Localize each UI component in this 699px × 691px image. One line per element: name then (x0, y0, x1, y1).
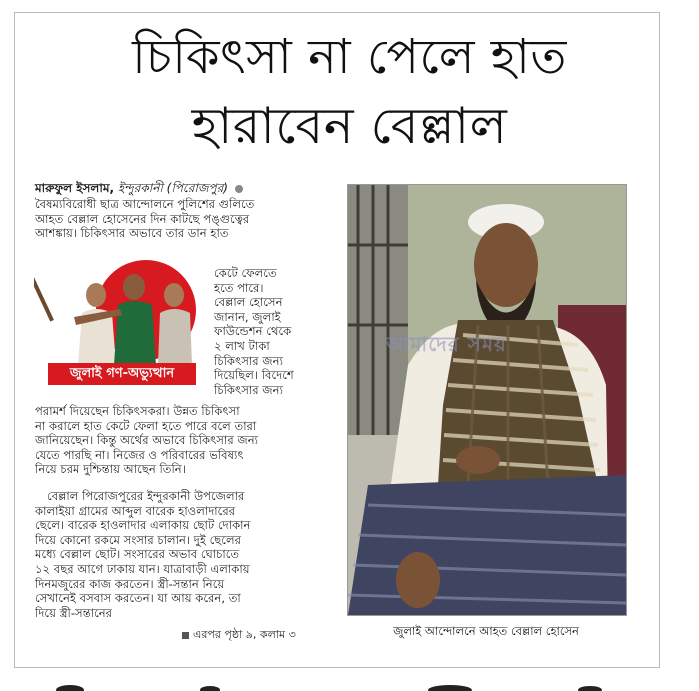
text-line: যেতে পারছি না। নিজের ও পরিবারের ভবিষ্যৎ (35, 447, 244, 462)
news-photo (347, 184, 627, 616)
text-line: চিকিৎসার জন্য (214, 353, 283, 368)
continued-note (182, 626, 296, 645)
body-paragraph-4 (35, 489, 335, 620)
text-line: বৈষম্যবিরোধী ছাত্র আন্দোলনে পুলিশের গুলিতে (35, 197, 255, 211)
text-line: সেখানেই বসবাস করতেন। যা আয় করেন, তা (35, 591, 241, 606)
byline (35, 181, 243, 195)
text-line: দিয়েছিল। বিদেশে (214, 368, 294, 383)
body-paragraph-3 (35, 404, 335, 477)
text-line: হতে পারে। (214, 280, 264, 295)
text-line: ফাউন্ডেশন থেকে (214, 324, 292, 339)
square-bullet-icon (182, 632, 189, 639)
text-line: আশঙ্কায়। চিকিৎসার অভাবে তার ডান হাত (35, 226, 229, 241)
man-portrait-image (348, 185, 626, 615)
emblem-label: জুলাই গণ-অভ্যুত্থান (48, 363, 196, 385)
headline-line-2: হারাবেন বেল্লাল (191, 97, 508, 155)
body-paragraph-2 (214, 266, 336, 397)
text-line: নিয়ে চরম দুশ্চিন্তায় আছেন তিনি। (35, 462, 186, 477)
byline-location: ইন্দুরকানী (পিরোজপুর) (117, 181, 228, 195)
text-line: মধ্যে বেল্লাল ছোট। সংসারের অভাব ঘোচাতে (35, 547, 240, 562)
bullet-dot-icon (235, 185, 243, 193)
text-line: ২ লাখ টাকা (214, 338, 270, 353)
text-line: ছেলে। বারেক হাওলাদার এলাকায় ছোট দোকান (35, 518, 251, 533)
text-line: জানিয়েছেন। কিন্তু অর্থের অভাবে চিকিৎসার জন্য (35, 433, 259, 448)
text-line: কেটে ফেলতে (214, 266, 277, 280)
byline-author: মারুফুল ইসলাম, (35, 181, 115, 195)
text-line: চিকিৎসার জন্য (214, 382, 283, 397)
text-line: দিয়ে স্ত্রী-সন্তানের (35, 605, 113, 620)
continued-text: এরপর পৃষ্ঠা ৯, কলাম ৩ (193, 628, 296, 641)
text-line: জানান, জুলাই (214, 309, 281, 324)
text-line: দিনমজুরের কাজ করতেন। স্ত্রী-সন্তান নিয়ে (35, 576, 225, 591)
text-line: কালাইয়া গ্রামের আব্দুল বারেক হাওলাদারের (35, 503, 236, 518)
text-line: পরামর্শ দিয়েছেন চিকিৎসকরা। উন্নত চিকিৎসা (35, 404, 240, 418)
text-line: দিয়ে কোনো রকমে সংসার চালান। দুই ছেলের (35, 532, 241, 547)
next-headline-fragment (30, 680, 670, 691)
body-paragraph-1 (35, 197, 335, 241)
photo-caption: জুলাই আন্দোলনে আহত বেল্লাল হোসেন (393, 624, 579, 638)
newspaper-watermark: আমাদের সময় (386, 332, 507, 356)
text-line: ১২ বছর আগে ঢাকায় যান। যাত্রাবাড়ী এলাকায় (35, 561, 250, 576)
headline-line-1: চিকিৎসা না পেলে হাত (132, 29, 567, 85)
text-line: না করালে হাত কেটে ফেলা হতে পারে বলে তারা (35, 418, 257, 433)
text-line: আহত বেল্লাল হোসেনের দিন কাটছে পঙ্গুত্বের (35, 211, 250, 226)
text-line: বেল্লাল পিরোজপুরের ইন্দুরকানী উপজেলার (47, 489, 245, 503)
text-line: বেল্লাল হোসেন (214, 295, 283, 310)
